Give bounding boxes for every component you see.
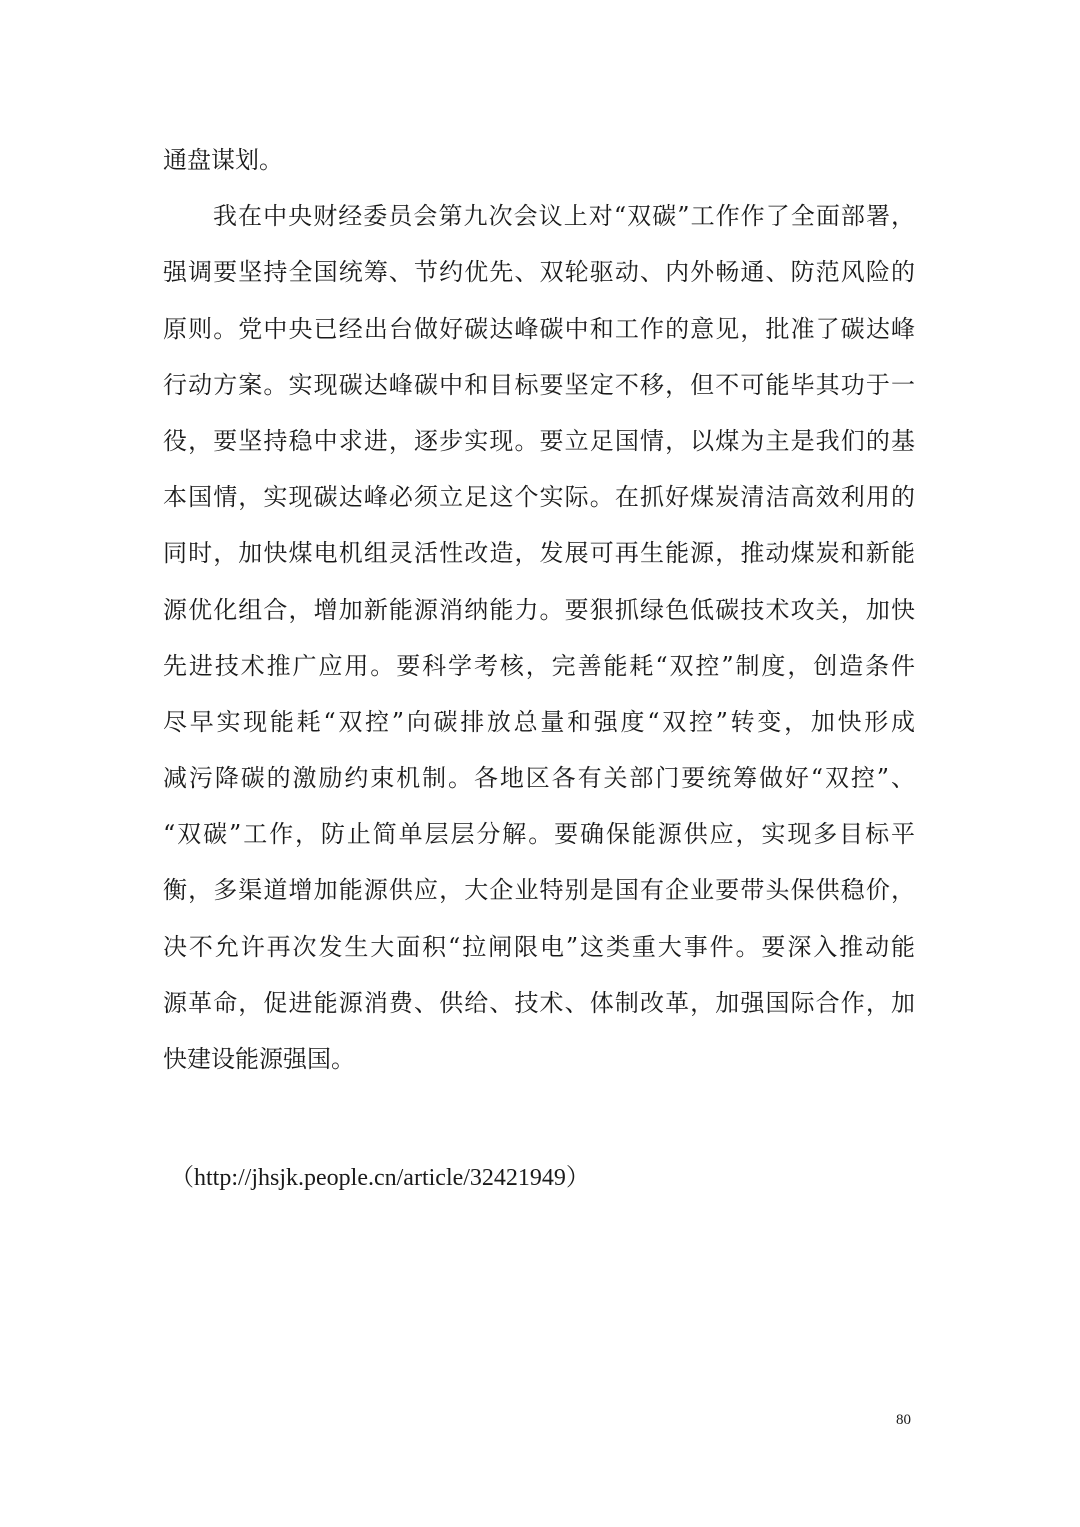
text-line-11: 尽早实现能耗“双控”向碳排放总量和强度“双控”转变，加快形成 — [163, 707, 915, 736]
text-line-4: 原则。党中央已经出台做好碳达峰碳中和工作的意见，批准了碳达峰 — [163, 314, 915, 343]
page-number: 80 — [896, 1412, 911, 1428]
source-url-note: （http://jhsjk.people.cn/article/32421949） — [170, 1165, 590, 1191]
text-line-12: 减污降碳的激励约束机制。各地区各有关部门要统筹做好“双控”、 — [163, 764, 915, 793]
text-line-16: 源革命，促进能源消费、供给、技术、体制改革，加强国际合作，加 — [163, 988, 915, 1017]
text-line-3: 强调要坚持全国统筹、节约优先、双轮驱动、内外畅通、防范风险的 — [163, 258, 915, 287]
text-line-15: 决不允许再次发生大面积“拉闸限电”这类重大事件。要深入推动能 — [163, 932, 915, 961]
text-line-2: 我在中央财经委员会第九次会议上对“双碳”工作作了全面部署， — [213, 202, 915, 231]
text-line-14: 衡，多渠道增加能源供应，大企业特别是国有企业要带头保供稳价， — [163, 876, 915, 905]
text-line-10: 先进技术推广应用。要科学考核，完善能耗“双控”制度，创造条件 — [163, 651, 915, 680]
text-line-6: 役，要坚持稳中求进，逐步实现。要立足国情，以煤为主是我们的基 — [163, 426, 915, 455]
text-line-8: 同时，加快煤电机组灵活性改造，发展可再生能源，推动煤炭和新能 — [163, 539, 915, 568]
text-line-1: 通盘谋划。 — [163, 146, 283, 174]
text-line-7: 本国情，实现碳达峰必须立足这个实际。在抓好煤炭清洁高效利用的 — [163, 483, 915, 512]
text-line-17: 快建设能源强国。 — [163, 1045, 355, 1073]
text-line-13: “双碳”工作，防止简单层层分解。要确保能源供应，实现多目标平 — [163, 820, 915, 849]
text-line-9: 源优化组合，增加新能源消纳能力。要狠抓绿色低碳技术攻关，加快 — [163, 595, 915, 624]
body-text — [163, 132, 915, 1087]
text-line-5: 行动方案。实现碳达峰碳中和目标要坚定不移，但不可能毕其功于一 — [163, 370, 915, 399]
